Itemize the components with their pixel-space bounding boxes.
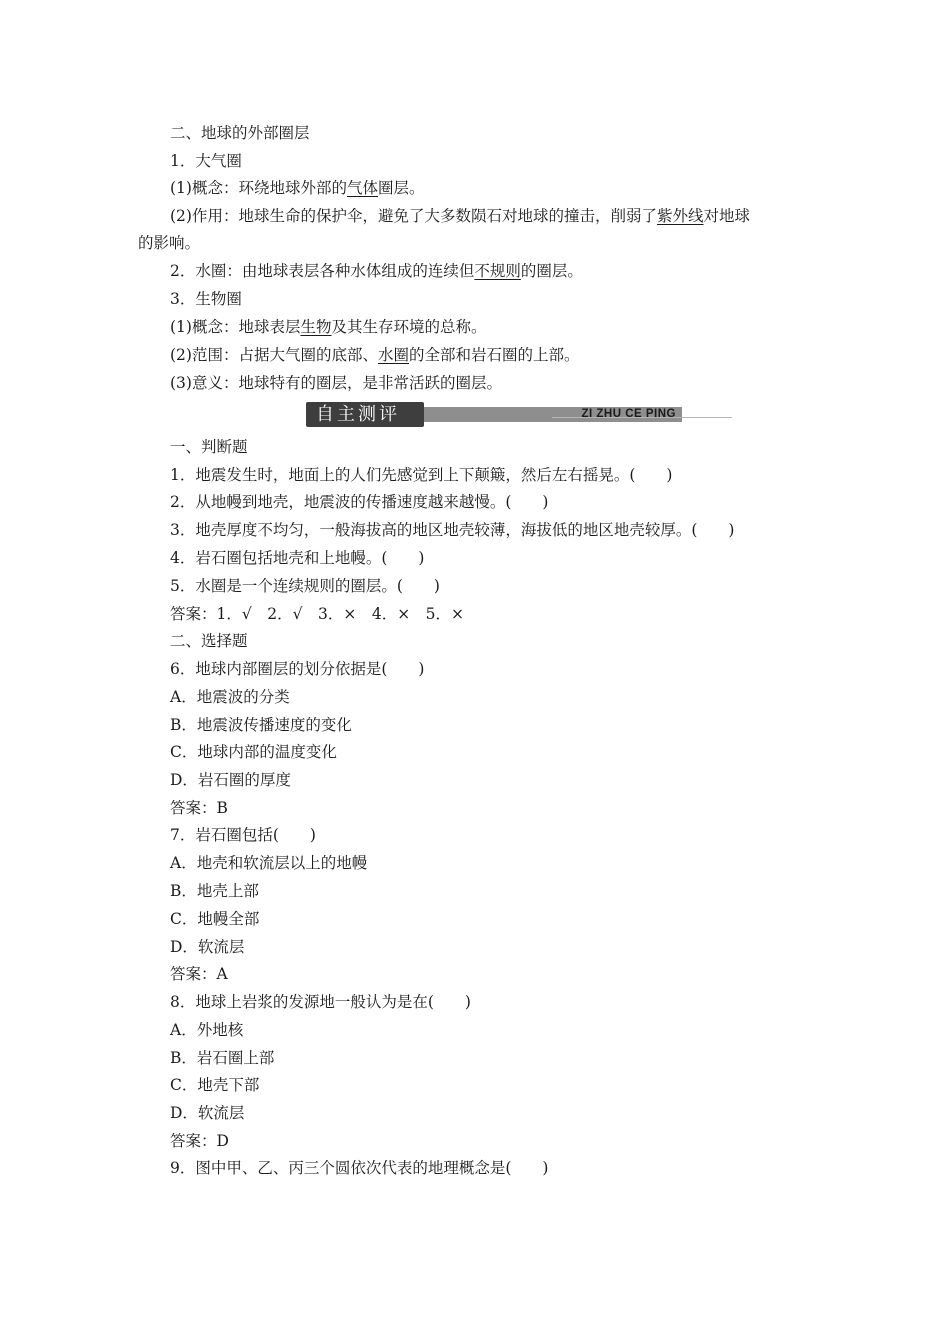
answer-8: 答案：D: [170, 1132, 229, 1150]
option-6c: C．地球内部的温度变化: [170, 743, 337, 761]
judgement-answer: 答案：1．√ 2．√ 3．× 4．× 5．×: [170, 605, 465, 623]
blank-answer: 水圈: [377, 346, 409, 364]
choice-heading: 二、选择题: [170, 632, 248, 650]
question-9: 9．图中甲、乙、丙三个圆依次代表的地理概念是( ): [170, 1159, 549, 1177]
judgement-heading: 一、判断题: [170, 438, 248, 456]
atmosphere-concept: (1)概念：环绕地球外部的气体圈层。: [170, 179, 425, 197]
self-test-banner: [306, 402, 682, 427]
question-4: 4．岩石圈包括地壳和上地幔。( ): [170, 549, 425, 567]
hydrosphere-line: 2．水圈：由地球表层各种水体组成的连续但不规则的圈层。: [170, 262, 583, 280]
question-1: 1．地震发生时，地面上的人们先感觉到上下颠簸，然后左右摇晃。( ): [170, 466, 673, 484]
blank-answer: 生物: [300, 318, 332, 336]
option-7d: D．软流层: [170, 938, 245, 956]
question-3: 3．地壳厚度不均匀，一般海拔高的地区地壳较薄，海拔低的地区地壳较厚。( ): [170, 521, 735, 539]
blank-answer: 紫外线: [656, 207, 704, 225]
biosphere-meaning: (3)意义：地球特有的圈层，是非常活跃的圈层。: [170, 374, 502, 392]
answer-6: 答案：B: [170, 799, 228, 817]
atmosphere-role-cont: 的影响。: [138, 234, 201, 252]
answer-7: 答案：A: [170, 965, 228, 983]
biosphere-title: 3．生物圈: [170, 290, 242, 308]
question-6: 6．地球内部圈层的划分依据是( ): [170, 660, 425, 678]
blank-answer: 气体: [346, 179, 378, 197]
biosphere-concept: (1)概念：地球表层生物及其生存环境的总称。: [170, 318, 487, 336]
option-6a: A．地震波的分类: [170, 688, 290, 706]
option-8c: C．地壳下部: [170, 1076, 260, 1094]
option-8d: D．软流层: [170, 1104, 245, 1122]
option-7c: C．地幔全部: [170, 910, 260, 928]
question-7: 7．岩石圈包括( ): [170, 826, 316, 844]
atmosphere-role: (2)作用：地球生命的保护伞，避免了大多数陨石对地球的撞击，削弱了紫外线对地球: [170, 207, 750, 225]
biosphere-range: (2)范围：占据大气圈的底部、水圈的全部和岩石圈的上部。: [170, 346, 580, 364]
banner-title: 自主测评: [316, 404, 400, 425]
option-8a: A．外地核: [170, 1021, 244, 1039]
question-5: 5．水圈是一个连续规则的圈层。( ): [170, 577, 440, 595]
banner-subtitle: ZI ZHU CE PING: [581, 408, 676, 420]
question-8: 8．地球上岩浆的发源地一般认为是在( ): [170, 993, 471, 1011]
banner-bar: [424, 407, 682, 422]
blank-answer: 不规则: [474, 262, 521, 280]
atmosphere-title: 1．大气圈: [170, 152, 242, 170]
question-2: 2．从地幔到地壳，地震波的传播速度越来越慢。( ): [170, 493, 549, 511]
banner-title-box: [306, 402, 424, 427]
option-6b: B．地震波传播速度的变化: [170, 716, 352, 734]
section-heading: 二、地球的外部圈层: [170, 124, 310, 142]
option-7a: A．地壳和软流层以上的地幔: [170, 854, 368, 872]
option-7b: B．地壳上部: [170, 882, 259, 900]
option-6d: D．岩石圈的厚度: [170, 771, 291, 789]
option-8b: B．岩石圈上部: [170, 1049, 275, 1067]
